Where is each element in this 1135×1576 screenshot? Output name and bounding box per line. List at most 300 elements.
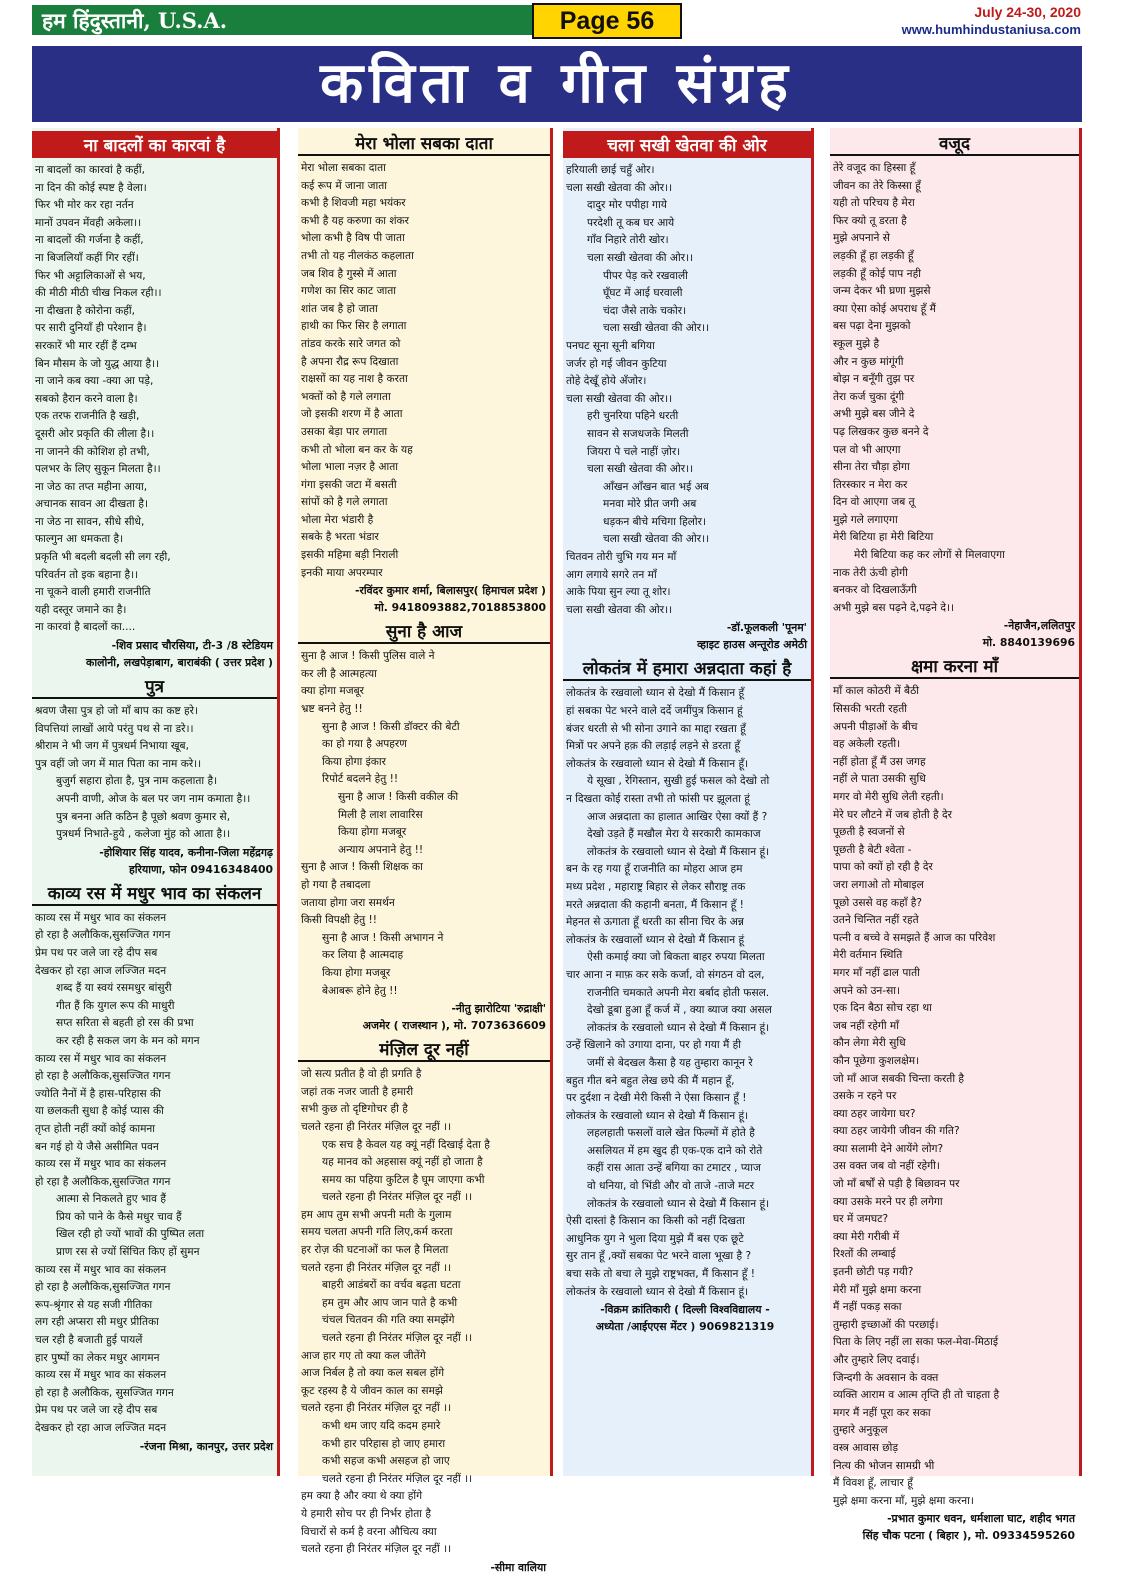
poem-line: सुर तान हूँ ,क्यों सबका पेट भरने वाला भूखा है ? — [566, 1250, 752, 1263]
poem-line: सीना तेरा चौड़ा होगा — [833, 461, 910, 474]
poem-line: हार पुष्पों का लेकर मधुर आगमन — [35, 1351, 160, 1364]
poem-line: गीत हैं कि युगल रूप की माधुरी — [56, 999, 175, 1012]
poem-line: मुझे गले लगाएगा — [833, 513, 898, 526]
poem-line: ऐसी दास्तां है किसान का किसी को नहीं दिखता — [566, 1215, 745, 1228]
poem-line: मित्रों पर अपने हक़ की लड़ाई लड़ने से डरता हूँ — [566, 740, 741, 753]
poem-line: ना बिजलियाँ कहीं गिर रहीं। — [35, 251, 139, 264]
poem-line: फिर भी अट्टालिकाओं से भय, — [35, 269, 146, 282]
poem-line: किया होगा मजबूर — [322, 966, 391, 979]
poem-line: पूछती है स्वजनों से — [833, 826, 905, 839]
poem-line: मेरी बिटिया हा मेरी बिटिया — [833, 531, 934, 544]
poem-body — [32, 703, 277, 844]
column-4 — [830, 128, 1082, 1543]
poem-line: धड़कन बीचे मचिगा हिलोर। — [603, 515, 706, 528]
poem-line: मेरा भोला सबका दाता — [301, 162, 386, 174]
poem-line: लोकतंत्र के रखवालो ध्यान से देखो मैं किसान हूं। — [587, 1021, 770, 1034]
poem-line: चला सखी खेतवा की ओर।। — [587, 251, 694, 264]
poem-line: विपत्तियां लाखों आये परंतु पथ से ना डरे।। — [35, 722, 194, 735]
poem-line: सुना है आज ! किसी वकील की — [338, 791, 459, 803]
poem-line: तेरा कर्ज चुका दूंगी — [833, 390, 905, 403]
poem-line: हो गया है तबादला — [301, 878, 371, 891]
poem-line: चला सखी खेतवा की ओर।। — [566, 181, 673, 194]
poem-line: क्या ठहर जायेगी जीवन की गति? — [833, 1125, 960, 1138]
poem-signature — [830, 617, 1079, 651]
poem-line: मिली है लाश लावारिस — [338, 808, 423, 821]
poem-line: जो इसकी शरण में है आता — [301, 408, 403, 421]
poem-line: एक दिन बैठा सोच रहा था — [833, 1002, 932, 1015]
poem-line: न दिखता कोई रास्ता तभी तो फांसी पर झूलता हूं — [566, 793, 750, 805]
poem-line: पलभर के लिए सुकून मिलता है।। — [35, 463, 161, 476]
poem-line: काव्य रस में मधुर भाव का संकलन — [35, 1158, 167, 1171]
poem-line: मुझे क्षमा करना माँ, मुझे क्षमा करना। — [833, 1494, 974, 1507]
poem-line: लड़की हूँ हा लड़की हूँ — [833, 249, 914, 262]
poem-line: गाँव निहारे तोरी खोर। — [587, 234, 669, 247]
poem-line: लोकतंत्र के रखवालो ध्यान से देखो मैं किसान हूं। — [587, 1197, 770, 1210]
poem-line: रिश्तों की लम्बाई — [833, 1248, 896, 1261]
poem-line: परिवर्तन तो इक बहाना है।। — [35, 568, 139, 581]
poem-line: बनकर वो दिखलाऊँगी — [833, 584, 917, 597]
poem-line: आज निर्बल है तो क्या कल सबल होंगे — [301, 1367, 445, 1380]
poem-body — [298, 160, 550, 582]
poem-line: ना जाने कब क्या -क्या आ पड़े, — [35, 375, 154, 388]
poem-line: मेहनत से ऊगाता हूँ धरती का सीना चिर के अन्न — [566, 916, 744, 929]
signature-line: -सीमा वालिया — [490, 1560, 546, 1574]
signature-line: -नेहाजैन,ललितपुर — [1003, 619, 1075, 633]
poem-line: देखो डूबा हुआ हूँ कर्ज में , क्या ब्याज क्या असल — [587, 1004, 772, 1017]
poem-line: पूछो उससे वह कहाँ है? — [833, 896, 923, 909]
poem-line: जीवन का तेरे किस्सा हूँ — [833, 179, 921, 192]
poem-line: जियरा पे चले नाहीं ज़ोर। — [587, 445, 681, 458]
poem-line: अभी मुझे बस जीने दे — [833, 408, 915, 421]
poem-line: उसके न रहने पर — [833, 1090, 897, 1103]
poem-line: हर रोज़ की घटनाओं का फल है मिलता — [301, 1244, 449, 1257]
poem-line: इसकी महिमा बड़ी निराली — [301, 549, 399, 562]
poem-line: क्या ऐसा कोई अपराध हूँ मैं — [833, 302, 936, 315]
poem-line: हम आप तुम सभी अपनी मती के गुलाम — [301, 1208, 452, 1221]
column-1 — [32, 128, 280, 1476]
signature-line: अध्येता /आईएएस मेंटर ) 9069821319 — [595, 1320, 775, 1334]
poem-line: चला सखी खेतवा की ओर।। — [603, 533, 710, 546]
poem-line: अपनी पीड़ाओं के बीच — [833, 720, 918, 733]
poem-line: क्या मेरी गरीबी में — [833, 1230, 900, 1243]
signature-line: व्हाइट हाउस अन्तूरोड अमेठी — [697, 638, 807, 652]
poem-line: तृप्त होती नहीं क्यों कोई कामना — [35, 1122, 156, 1135]
poem-line: तभी तो यह नीलकंठ कहलाता — [301, 249, 414, 262]
poem-line: असलियत में हम खुद ही एक-एक दाने को रोते — [587, 1144, 763, 1157]
poem-line: ज्योति नैनों में है हास-परिहास की — [35, 1087, 161, 1100]
poem-line: बहुत गीत बने बहुत लेख छपे की मैं महान हूँ, — [566, 1074, 735, 1087]
signature-line: -रविंदर कुमार शर्मा, बिलासपुर( हिमाचल प्रदेश ) — [354, 584, 546, 598]
poem-line: तुम्हारे अनुकूल — [833, 1424, 888, 1437]
poem-line: कभी है यह करुणा का शंकर — [301, 214, 409, 227]
poem-line: लोकतंत्र के रखवालों ध्यान से देखो मैं किसान हूं — [566, 933, 745, 946]
poem-line: मानों उपवन मेंवही अकेला।। — [35, 216, 142, 229]
poem-line: कभी है शिवजी महा भयंकर — [301, 197, 406, 210]
poem-line: प्रकृति भी बदली बदली सी लग रही, — [35, 551, 171, 564]
poem-line: चलते रहना ही निरंतर मंज़िल दूर नहीं ।। — [301, 1120, 452, 1133]
poem-line: पुत्र बनना अति कठिन है पूछो श्रवण कुमार से, — [56, 810, 231, 823]
poem-line: जहां तक नजर जाती है हमारी — [301, 1085, 414, 1098]
poem-line: किया होगा इंकार — [322, 755, 386, 768]
poem-line: सुना है आज ! किसी शिक्षक का — [301, 861, 423, 874]
poem-line: ऐसी कमाई क्या जो बिकता बाहर रुपया मिलता — [587, 951, 765, 964]
signature-line: मो. 8840139696 — [982, 636, 1075, 650]
poem-line: सावन से सजधजके मिलती — [587, 427, 689, 440]
poem-line: एक तरफ राजनीति है खड़ी, — [35, 410, 140, 423]
poem-line: बचा सके तो बचा ले मुझे राष्ट्रभक्त, मैं किसान हूँ ! — [566, 1268, 755, 1281]
poem-line: सरकारें भी मार रहीं हैं दम्भ — [35, 339, 137, 352]
poem-line: प्रेम पथ पर जले जा रहे दीप सब — [35, 946, 158, 959]
poem-line: जब शिव है गुस्से में आता — [301, 267, 397, 280]
poem-line: मगर वो मेरी सुधि लेती रहती। — [833, 791, 944, 803]
poem-line: काव्य रस में मधुर भाव का संकलन — [35, 911, 167, 924]
poem-line: खिल रही हो ज्यों भावों की पुष्पित लता — [56, 1228, 205, 1241]
poem-line: ना कारवां है बादलों का.... — [35, 621, 136, 634]
poem-line: हाथी का फिर सिर है लगाता — [301, 320, 407, 333]
poem-line: जर्जर हो गई जीवन कुटिया — [566, 357, 667, 370]
poem-line: पिता के लिए नहीं ला सका फल-मेवा-मिठाई — [833, 1336, 999, 1349]
poem-line: प्रेम पथ पर जले जा रहे दीप सब — [35, 1404, 158, 1417]
poem-title: मंज़िल दूर नहीं — [298, 1037, 550, 1062]
poem-line: लड़की हूँ कोई पाप नही — [833, 267, 921, 280]
poem-line: लोकतंत्र के रखवालो ध्यान से देखो मैं किसान हूँ। — [566, 757, 749, 770]
poem-signature — [563, 1301, 811, 1335]
poem-signature — [32, 637, 277, 671]
poem-line: कर रही है सकल जग के मन को मगन — [56, 1034, 200, 1047]
poem-line: गंगा इसकी जटा में बसती — [301, 478, 397, 491]
poem-line: पूछती है बेटी श्वेता - — [833, 843, 912, 856]
signature-line: सिंह चौक पटना ( बिहार ), मो. 09334595260 — [862, 1529, 1075, 1543]
poem-line: ना बादलों का कारवां है कहीं, — [35, 164, 146, 176]
poem-line: आज हार गए तो क्या कल जीतेंगे — [301, 1349, 426, 1362]
poem-line: है अपना रौद्र रूप दिखाता — [301, 355, 399, 368]
poem-line: लोकतंत्र के रखवालो ध्यान से देखो मैं किसान हूँ — [566, 687, 745, 700]
poem-line: भ्रष्ट बनने हेतु !! — [301, 703, 363, 716]
poem-line: लोकतंत्र के रखवालो ध्यान से देखो मैं किसान हूं। — [566, 1109, 749, 1122]
poem-line: शांत जब है हो जाता — [301, 302, 378, 315]
poem-line: पर दुर्दशा न देखी मेरी किसी ने ऐसा किसान हूँ ! — [566, 1092, 747, 1105]
poem-line: जरा लगाओ तो मोबाइल — [833, 878, 924, 891]
poem-line: सुना है आज ! किसी पुलिस वाले ने — [301, 650, 435, 663]
poem-line: चलते रहना ही निरंतर मंज़िल दूर नहीं ।। — [322, 1191, 473, 1204]
poem-body — [830, 683, 1079, 1510]
poem-title: सुना है आज — [298, 619, 550, 644]
signature-line: -प्रभात कुमार धवन, धर्मशाला घाट, शहीद भगत — [887, 1512, 1075, 1526]
poem-line: या छलकती सुधा है कोई प्यास की — [35, 1105, 164, 1118]
poem-line: मगर मैं नहीं पूरा कर सका — [833, 1406, 931, 1419]
poem-signature — [32, 844, 277, 878]
poem-line: उस वक्त जब वो नहीं रहेगी। — [833, 1160, 940, 1173]
signature-line: मो. 9418093882,7018853800 — [374, 601, 546, 615]
poem-signature — [563, 619, 811, 653]
poem-line: देखो उड़ते हैं मखौल मेरा ये सरकारी कामकाज — [587, 828, 761, 841]
poem-line: चंचल चितवन की गति क्या समझेंगे — [322, 1314, 455, 1327]
poem-title: चला सखी खेतवा की ओर — [563, 131, 811, 158]
poem-line: चला सखी खेतवा की ओर।। — [566, 392, 673, 405]
poem-line: कभी हार परिहास हो जाए हमारा — [322, 1437, 446, 1450]
poem-line: फिर क्यो तू डरता है — [833, 214, 907, 227]
poem-signature — [32, 1438, 277, 1455]
poem-line: पीपर पेड़ करे रखवाली — [603, 269, 688, 282]
poem-line: हो रहा है अलौकिक,सुसज्जित गगन — [35, 929, 171, 942]
poem-line: मैं नहीं पकड़ सका — [833, 1301, 902, 1314]
poem-line: क्या सलामी देने आयेंगे लोग? — [833, 1142, 944, 1155]
poem-line: श्रीराम ने भी जग में पुत्रधर्म निभाया खूब, — [35, 740, 189, 753]
signature-line: -होशियार सिंह यादव, कनीना-जिला महेंद्रगढ़ — [99, 845, 273, 859]
poem-line: रूप-श्रृंगार से यह सजी गीतिका — [35, 1298, 153, 1311]
poem-line: सांपों को है गले लगाता — [301, 496, 388, 509]
poem-line: पुत्र वहीं जो जग में मात पिता का नाम करे।। — [35, 757, 202, 770]
poem-line: शब्द हैं या स्वयं रसमधुर बांसुरी — [56, 982, 172, 995]
poem-line: भोला कभी है विष पी जाता — [301, 232, 405, 245]
poem-line: हो रहा है अलौकिक, सुसज्जित गगन — [35, 1386, 174, 1399]
poem-line: श्रवण जैसा पुत्र हो जो माँ बाप का कष्ट हरे। — [35, 705, 199, 718]
poem-line: आके पिया सुन ल्या तू शोर। — [566, 586, 671, 599]
website-link[interactable]: www.humhindustaniusa.com — [901, 22, 1081, 37]
poem-line: चार आना न माफ़ कर सके कर्जा, वो संगठन वो दल, — [566, 968, 765, 981]
poem-line: चलते रहना ही निरंतर मंज़िल दूर नहीं ।। — [301, 1543, 452, 1556]
poem-line: चितवन तोरी चुभि गय मन माँ — [566, 551, 677, 564]
poem-line: काव्य रस में मधुर भाव का संकलन — [35, 1263, 167, 1276]
poem-signature — [298, 1000, 550, 1034]
poem-line: समय चलता अपनी गति लिए,कर्म करता — [301, 1226, 453, 1239]
poem-line: मेरी वर्तमान स्थिति — [833, 949, 903, 962]
poem-line: हां सबका पेट भरने वाले दर्दे जमींपुत्र किसान हूं — [566, 705, 743, 718]
poem-line: जो माँ आज सबकी चिन्ता करती है — [833, 1072, 965, 1085]
poem-line: भोला मेरा भंडारी है — [301, 513, 374, 526]
page-number: Page 56 — [532, 3, 682, 39]
signature-line: -शिव प्रसाद चौरसिया, टी-3 /8 स्टेडियम — [111, 639, 273, 653]
poem-line: हो रहा है अलौकिक,सुसज्जित गगन — [35, 1070, 171, 1083]
poem-title: क्षमा करना माँ — [830, 654, 1079, 679]
poem-line: जन्म देकर भी घ्रणा मुझसे — [833, 285, 931, 298]
poem-line: तेरे वजूद का हिस्सा हूँ — [833, 162, 916, 174]
poem-title: पुत्र — [32, 674, 277, 699]
poem-line: नाक तेरी ऊंची होगी — [833, 566, 908, 579]
poem-line: तिरस्कार न मेरा कर — [833, 478, 908, 491]
poem-line: इतनी छोटी पड़ गयी? — [833, 1266, 914, 1279]
poem-line: देखकर हो रहा आज लज्जित मदन — [35, 1422, 167, 1434]
poem-line: चलते रहना ही निरंतर मंज़िल दूर नहीं ।। — [301, 1402, 452, 1415]
column-2 — [298, 128, 553, 1574]
poem-line: इनकी माया अपरम्पार — [301, 566, 383, 579]
poem-line: पत्नी व बच्चे वे समझते हैं आज का परिवेश — [833, 931, 996, 944]
poem-line: राक्षसों का यह नाश है करता — [301, 373, 408, 386]
poem-line: जब नहीं रहेगी माँ — [833, 1019, 900, 1032]
poem-body — [32, 162, 277, 637]
poem-line: सप्त सरिता से बहती हो रस की प्रभा — [56, 1017, 194, 1030]
poem-line: सिसकी भरती रहती — [833, 703, 907, 716]
poem-line: परदेशी तू कब घर आये — [587, 216, 675, 229]
newspaper-name: हम हिंदुस्तानी, U.S.A. — [32, 5, 532, 35]
poem-line: पुत्रधर्म निभाते-हुये , कलेजा मुंह को आता है।। — [56, 828, 231, 841]
poem-signature — [298, 1559, 550, 1576]
poem-line: लोकतंत्र के रखवालो ध्यान से देखो मैं किसान हूं। — [587, 845, 770, 858]
poem-line: ना दीखता है कोरोना कहीं, — [35, 304, 135, 317]
poem-line: आग लगाये सगरे तन माँ — [566, 568, 657, 581]
poem-line: और न कुछ मांगूंगी — [833, 355, 904, 368]
poem-line: दादुर मोर पपीहा गाये — [587, 199, 667, 212]
poem-line: बिन मौसम के जो युद्ध आया है।। — [35, 357, 160, 370]
poem-line: कहीं रास आता उन्हें बगिया का टमाटर , प्याज — [587, 1162, 761, 1175]
poem-line: भोला भाला नज़र है आता — [301, 461, 399, 474]
poem-line: दिन वो आएगा जब तू — [833, 496, 915, 509]
poem-line: मैं विवश हूँ, लाचार हूँ — [833, 1477, 913, 1490]
poem-line: बोझ न बनूँगी तुझ पर — [833, 373, 915, 386]
poem-line: जमीं से बेदखल कैसा है यह तुम्हारा कानून रे — [587, 1056, 753, 1069]
poem-line: लग रही अप्सरा सी मधुर प्रीतिका — [35, 1316, 159, 1329]
poem-line: क्या उसके मरने पर ही लगेगा — [833, 1195, 943, 1208]
signature-line: -रंजना मिश्रा, कानपुर, उत्तर प्रदेश — [139, 1439, 273, 1453]
poem-line: हम तुम और आप जान पाते है कभी — [322, 1296, 458, 1309]
poem-line: घूँघट में आई घरवाली — [603, 287, 683, 300]
poem-line: चला सखी खेतवा की ओर।। — [587, 463, 694, 476]
poem-line: रिपोर्ट बदलने हेतु !! — [322, 773, 399, 786]
poem-line: अपने को उन-सा। — [833, 984, 901, 997]
poem-line: चलते रहना ही निरंतर मंज़िल दूर नहीं ।। — [301, 1261, 452, 1274]
poem-body — [298, 648, 550, 1000]
poem-line: का हो गया है अपहरण — [322, 738, 407, 751]
poem-line: आत्मा से निकलते हुए भाव हैं — [56, 1193, 167, 1206]
poem-line: हरियाली छाई चहुँ ओर। — [566, 164, 655, 176]
poem-line: सुना है आज ! किसी डॉक्टर की बेटी — [322, 720, 460, 733]
poem-line: आज अन्नदाता का हालात आखिर ऐसा क्यों हैं ? — [587, 810, 768, 823]
poem-line: नहीं होता हूँ मैं उस जगह — [833, 755, 926, 768]
poem-title: मेरा भोला सबका दाता — [298, 131, 550, 156]
poem-line: तुम्हारी इच्छाओं की परछाई। — [833, 1318, 939, 1331]
poem-signature — [298, 582, 550, 616]
poem-line: हरी चुनरिया पहिने धरती — [587, 410, 679, 423]
poem-line: आँखन आँखन बात भई अब — [603, 480, 709, 493]
poem-line: दूसरी ओर प्रकृति की लीला है।। — [35, 427, 155, 440]
poem-line: वस्त्र आवास छोड़ — [833, 1441, 899, 1454]
signature-line: -डॉ.फूलकली 'पूनम' — [726, 621, 807, 635]
poem-title: लोकतंत्र में हमारा अन्नदाता कहां है — [563, 656, 811, 681]
poem-line: कर ली है आत्महत्या — [301, 667, 377, 680]
poem-body — [830, 160, 1079, 617]
poem-line: बन के रह गया हूँ राजनीति का मोहरा आज हम — [566, 863, 743, 876]
poem-line: ये हमारी सोच पर ही निर्भर होता है — [301, 1507, 432, 1520]
poem-line: फिर भी मोर कर रहा नर्तन — [35, 199, 134, 212]
poem-line: वह अकेली रहती। — [833, 738, 901, 751]
poem-line: आधुनिक युग ने भुला दिया मुझे मैं बस एक छूटे — [566, 1232, 744, 1245]
poem-line: कई रूप में जाना जाता — [301, 179, 388, 192]
poem-line: पापा को क्यों हो रही है देर — [833, 861, 933, 874]
poem-line: तांडव करके सारे जगत को — [301, 337, 401, 350]
poem-line: मेरे घर लौटने में जब होती है देर — [833, 808, 952, 821]
poem-line: हो रहा है अलौकिक,सुसज्जित गगन — [35, 1175, 171, 1188]
poem-signature — [830, 1510, 1079, 1544]
poem-line: ना जेठ ना सावन, सीधे सीधे, — [35, 515, 145, 528]
poem-line: जो माँ बर्षों से पड़ी है बिछावन पर — [833, 1178, 960, 1191]
poem-line: पढ़ लिखकर कुछ बनने दे — [833, 425, 929, 438]
poem-line: व्यक्ति आराम व आत्म तृप्ति ही तो चाहता है — [833, 1389, 1000, 1402]
poem-line: वो धनिया, वो भिंडी और वो ताजे -ताजे मटर — [587, 1180, 755, 1193]
signature-line: अजमेर ( राजस्थान ), मो. 7073636609 — [362, 1019, 546, 1033]
poem-line: भक्तों को है गले लगाता — [301, 390, 391, 403]
poem-line: चलते रहना ही निरंतर मंज़िल दूर नहीं ।। — [322, 1332, 473, 1345]
poem-line: फाल्गुन आ धमकता है। — [35, 533, 124, 546]
column-3 — [563, 128, 814, 1476]
poem-line: समय का पहिया कुटिल है घूम जाएगा कभी — [322, 1173, 485, 1186]
poem-line: ये सूखा , रेगिस्तान, सुखी हुई फसल को देखो तो — [587, 775, 770, 788]
poem-body — [563, 685, 811, 1301]
poem-line: हम क्या है और क्या थे क्या होंगे — [301, 1490, 423, 1503]
poem-line: विचारों से कर्म है वरना औचित्य क्या — [301, 1525, 437, 1538]
issue-date: July 24-30, 2020 — [974, 4, 1081, 20]
poem-line: नहीं ले पाता उसकी सुधि — [833, 773, 926, 786]
poem-line: ना जानने की कोशिश हो तभी, — [35, 445, 150, 458]
poem-line: क्या ठहर जायेगा घर? — [833, 1107, 916, 1120]
section-banner-title: कविता व गीत संग्रह — [32, 46, 1082, 122]
poem-line: कौन पूछेगा कुशलक्षेम। — [833, 1054, 920, 1067]
poem-body — [32, 910, 277, 1438]
signature-line: -विक्रम क्रांतिकारी ( दिल्ली विश्वविद्यालय - — [600, 1303, 770, 1317]
poem-line: कभी थम जाए यदि कदम हमारे — [322, 1420, 441, 1432]
poem-line: माँ काल कोठरी में बैठी — [833, 685, 920, 698]
poem-line: बाहरी आडंबरों का वर्चव बढ़ता घटता — [322, 1279, 461, 1292]
poem-body — [563, 162, 811, 619]
poem-line: प्राण रस से ज्यों सिंचित किए हों सुमन — [56, 1246, 200, 1259]
poem-line: लोकतंत्र के रखवालो ध्यान से देखो मैं किसान हूं। — [566, 1285, 749, 1298]
poem-line: यही तो परिचय है मेरा — [833, 197, 915, 210]
poem-line: कर लिया है आत्मदाह — [322, 949, 404, 962]
signature-line: हरियाणा, फोन 09416348400 — [129, 862, 273, 876]
poem-line: अभी मुझे बस पढ़ने दे,पढ़ने दे।। — [833, 601, 955, 614]
poem-line: चलते रहना ही निरंतर मंज़िल दूर नहीं ।। — [322, 1472, 473, 1485]
poem-line: सबको हैरान करने वाला है। — [35, 392, 138, 405]
poem-line: उन्हें खिलाने को उगाया दाना, पर हो गया मैं ही — [566, 1039, 742, 1052]
poem-line: कौन लेगा मेरी सुधि — [833, 1037, 906, 1050]
poem-line: स्कूल मुझे है — [833, 337, 880, 350]
poem-line: जिन्दगी के अवसान के वक्त — [833, 1371, 939, 1384]
poem-line: की मीठी मीठी चीख निकल रही।। — [35, 287, 162, 300]
poem-line: मरते अन्नदाता की कहानी बनता, मैं किसान हूँ ! — [566, 898, 744, 911]
poem-line: सभी कुछ तो दृष्टिगोचर ही है — [301, 1103, 408, 1116]
poem-line: पल वो भी आएगा — [833, 443, 901, 456]
poem-line: मगर माँ नहीं ढाल पाती — [833, 966, 920, 979]
poem-line: पनघट सूना सूनी बगिया — [566, 339, 655, 352]
poem-line: और तुम्हारे लिए दवाई। — [833, 1354, 920, 1366]
poem-line: नित्य की भोजन सामग्री भी — [833, 1459, 935, 1472]
poem-line: किया होगा मजबूर — [338, 826, 407, 839]
poem-line: ना दिन की कोई स्पष्ट है वेला। — [35, 181, 147, 194]
poem-line: घर में जमघट? — [833, 1213, 889, 1226]
poem-line: बुजुर्ग सहारा होता है, पुत्र नाम कहलाता है। — [56, 775, 218, 788]
poem-line: काव्य रस में मधुर भाव का संकलन — [35, 1369, 167, 1382]
poem-line: ना चूकने वाली हमारी राजनीति — [35, 586, 151, 599]
poem-line: सुना है आज ! किसी अभागन ने — [322, 931, 444, 944]
poem-title: काव्य रस में मधुर भाव का संकलन — [32, 881, 277, 906]
poem-title: ना बादलों का कारवां है — [32, 131, 277, 158]
poem-line: चला सखी खेतवा की ओर।। — [566, 603, 673, 616]
poem-line: मुझे अपनाने से — [833, 232, 890, 245]
poem-line: कभी तो भोला बन कर के यह — [301, 443, 413, 456]
poem-line: चल रही है बजाती हुई पायलें — [35, 1334, 143, 1347]
poem-line: सबके है भरता भंडार — [301, 531, 379, 544]
poem-line: अपनी वाणी, ओज के बल पर जग नाम कमाता है।। — [56, 793, 251, 805]
poem-line: कूट रहस्य है ये जीवन काल का समझे — [301, 1384, 443, 1397]
poem-line: गणेश का सिर काट जाता — [301, 285, 397, 298]
poem-line: चंदा जैसे ताके चकोर। — [603, 304, 687, 317]
poem-line: मनवा मोरे प्रीत जगी अब — [603, 498, 697, 511]
poem-line: प्रिय को पाने के कैसे मधुर चाव हैं — [56, 1210, 182, 1223]
poem-line: पर सारी दुनियाँ ही परेशान है। — [35, 322, 147, 335]
poem-line: कभी सहज कभी असहज हो जाए — [322, 1455, 450, 1468]
poem-line: मेरी माँ मुझे क्षमा करना — [833, 1283, 922, 1296]
poem-line: काव्य रस में मधुर भाव का संकलन — [35, 1052, 167, 1065]
poem-line: जताया होगा जरा समर्थन — [301, 896, 395, 909]
